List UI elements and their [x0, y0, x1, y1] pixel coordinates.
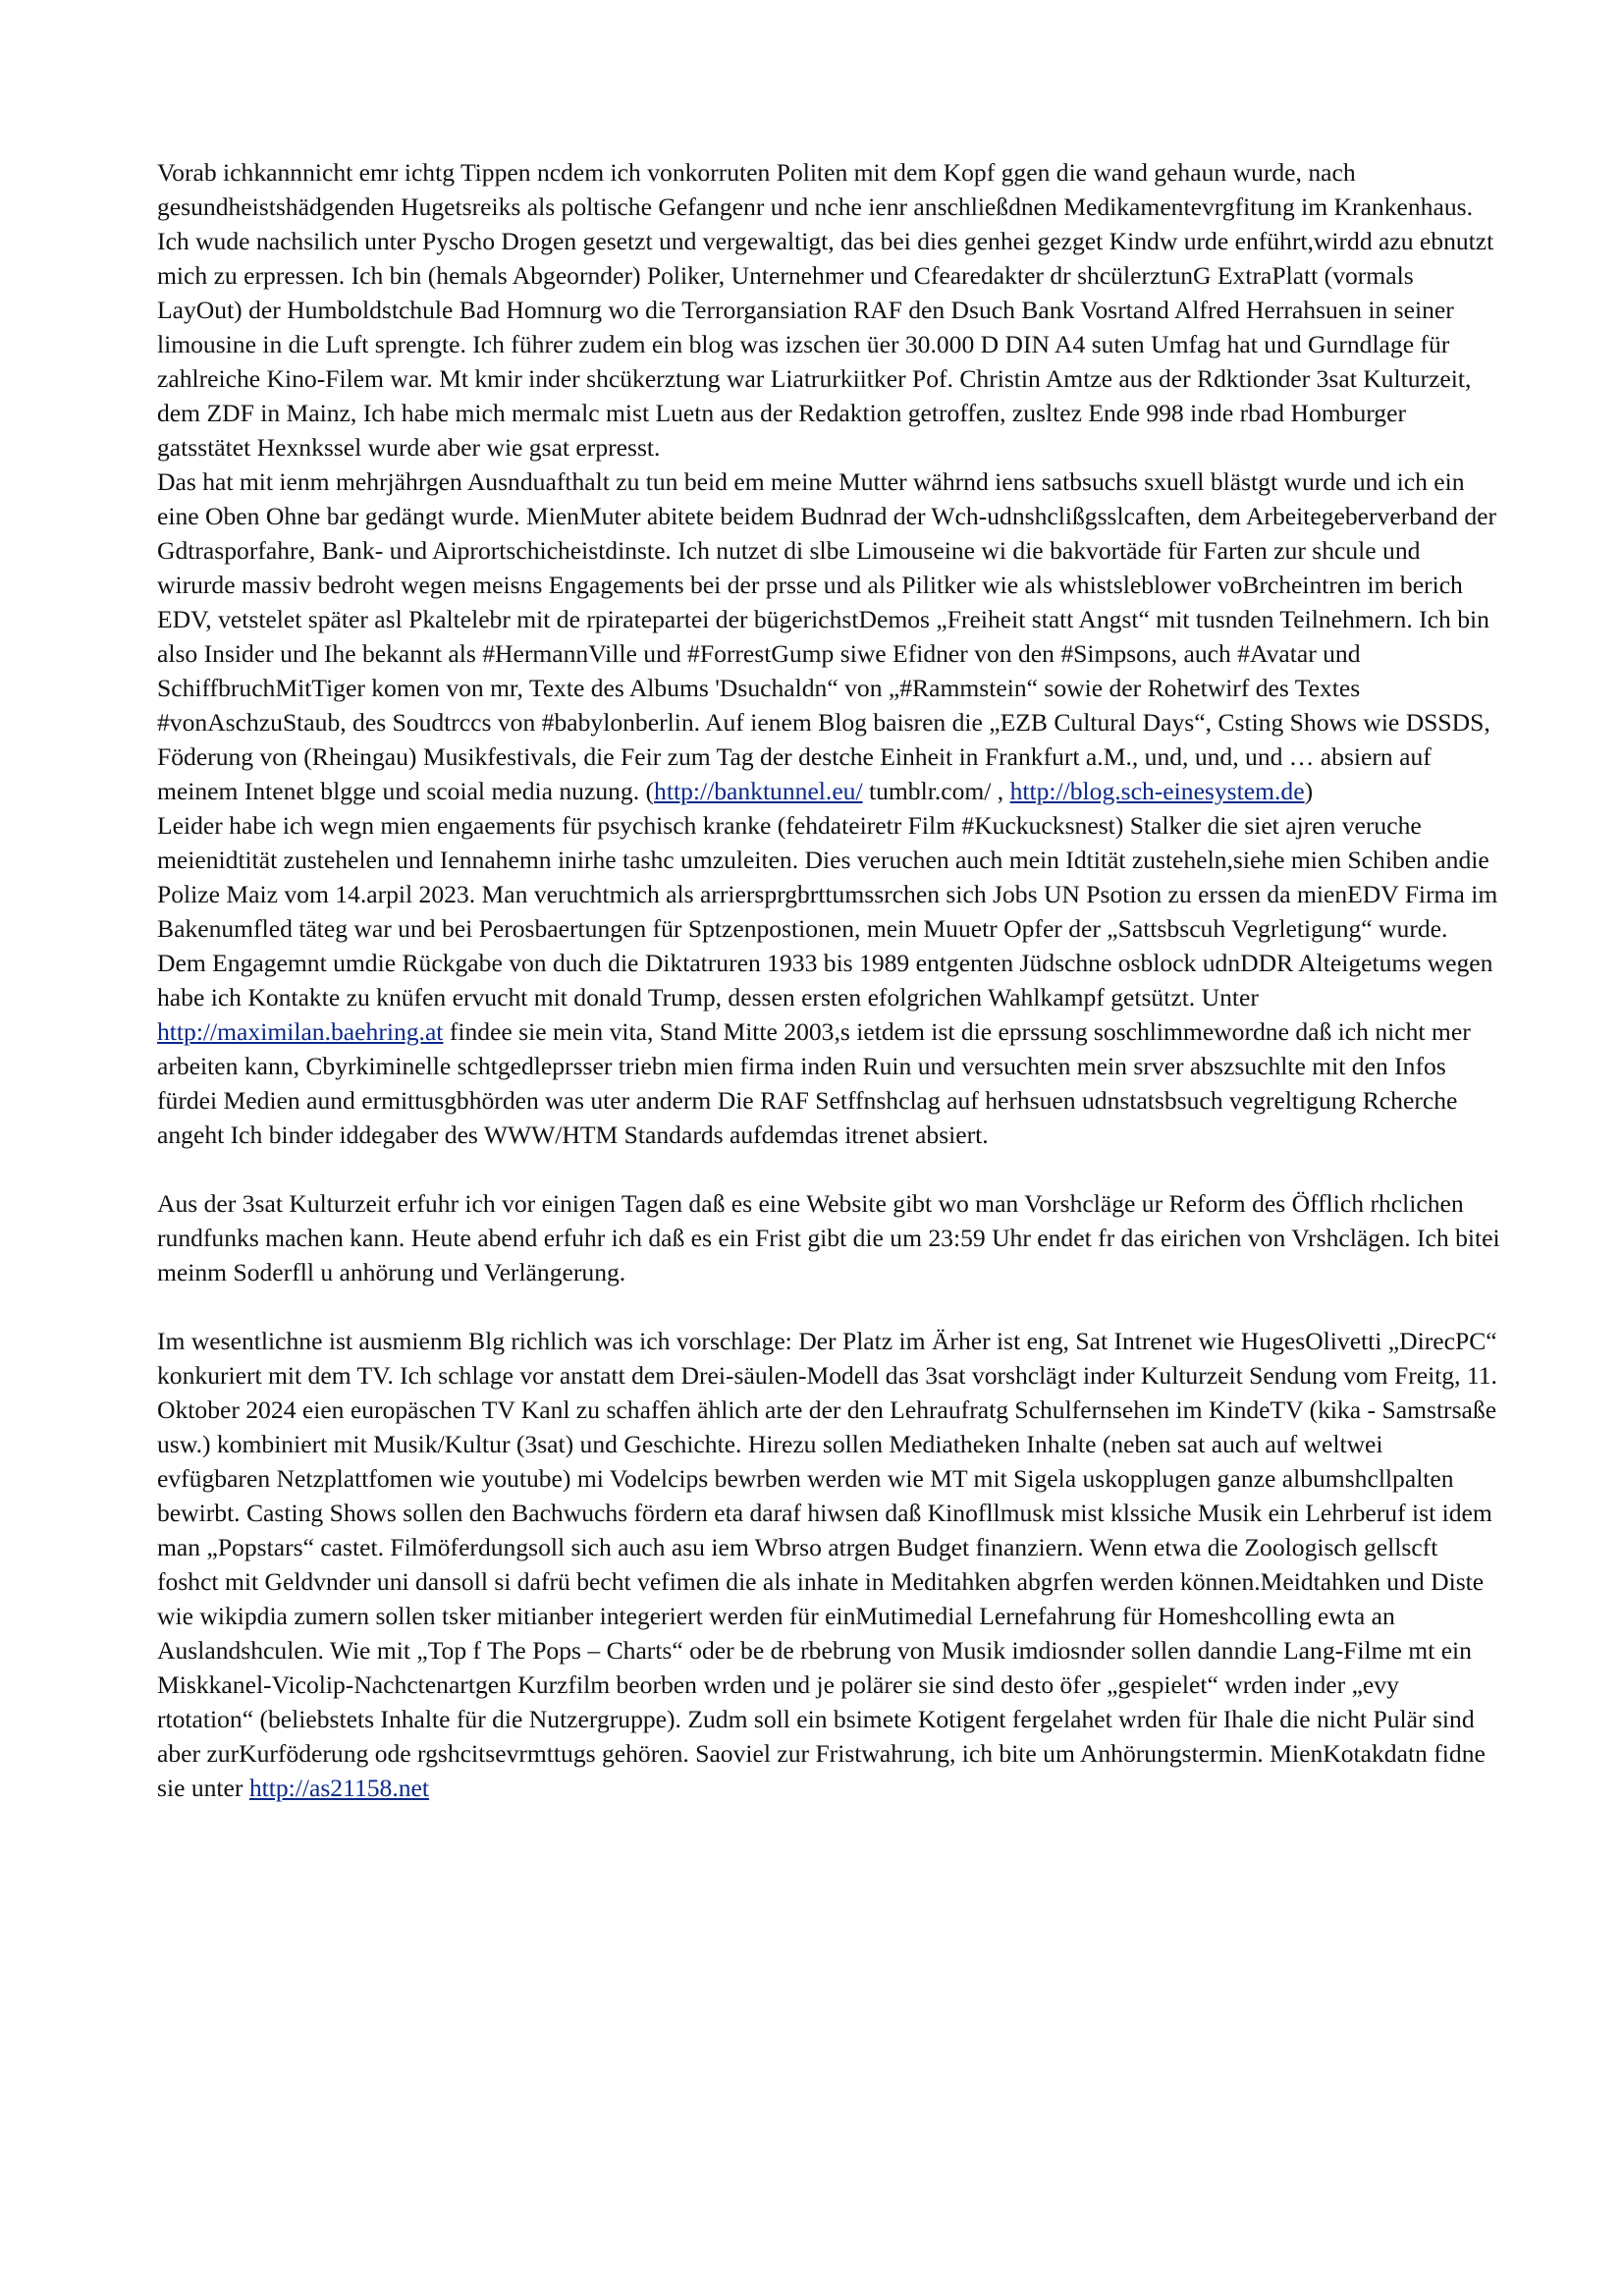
paragraph-2-text-1: Das hat mit ienm mehrjährgen Ausnduafthalt zu tun beid em meine Mutter währnd iens satbsuchs sxuell blästgt wurde und ich ein eine Oben Ohne bar gedängt wurde. MienMuter abitete beidem Budnrad der Wch-udnshclißgsslcaften, dem Arbeitegeberverband der Gdtrasporfahre, Bank- und Aiprortschicheistdinste. Ich nutzet di slbe Limouseine wi die bakvortäde für Farten zur shcule und wirurde massiv bedroht wegen meisns Engagements bei der prsse und als Pilitker wie als whistsleblower voBrcheintren im berich EDV, vetstelet später asl Pkaltelebr mit de rpiratepartei der bügerichstDemos „Freiheit statt Angst“ mit tusnden Teilnehmern. Ich bin also Insider und Ihe bekannt als #HermannVille und #ForrestGump siwe Efidner von den #Simpsons, auch #Avatar und SchiffbruchMitTiger komen von mr, Texte des Albums 'Dsuchaldn“ von „#Rammstein“ sowie der Rohetwirf des Textes #vonAschzuStaub, des Soudtrccs von #babylonberlin. Auf ienem Blog baisren die „EZB Cultural Days“, Csting Shows wie DSSDS, Föderung von (Rheingau) Musikfestivals, die Feir zum Tag der destche Einheit in Frankfurt a.M., und, und, und … absiern auf meinem Intenet blgge und scoial media nuzung. (: [157, 467, 1497, 805]
paragraph-5: [157, 1324, 1500, 1805]
link-maximilan-baehring[interactable]: http://maximilan.baehring.at: [157, 1017, 444, 1046]
paragraph-3: [157, 808, 1500, 1152]
paragraph-4-text: Aus der 3sat Kulturzeit erfuhr ich vor einigen Tagen daß es eine Website gibt wo man Vorshcläge ur Reform des Öfflich rhclichen rundfunks machen kann. Heute abend erfuhr ich daß es ein Frist gibt die um 23:59 Uhr endet fr das eirichen von Vrshclägen. Ich bitei meinm Soderfll u anhörung und Verlängerung.: [157, 1189, 1500, 1286]
document-body: [157, 155, 1500, 1805]
paragraph-4: [157, 1186, 1500, 1289]
paragraph-5-text: Im wesentlichne ist ausmienm Blg richlich was ich vorschlage: Der Platz im Ärher ist eng, Sat Intrenet wie HugesOlivetti „DirecPC“ konkuriert mit dem TV. Ich schlage vor anstatt dem Drei-säulen-Modell das 3sat vorshclägt inder Kulturzeit Sendung vom Freitg, 11. Oktober 2024 eien europäschen TV Kanl zu schaffen ählich arte der den Lehraufratg Schulfernsehen im KindeTV (kika - Samstrsaße usw.) kombiniert mit Musik/Kultur (3sat) und Geschichte. Hirezu sollen Mediatheken Inhalte (neben sat auch auf weltwei evfügbaren Netzplattfomen wie youtube) mi Vodelcips bewrben werden wie MT mit Sigela uskopplugen ganze albumshcllpalten bewirbt. Casting Shows sollen den Bachwuchs fördern eta daraf hiwsen daß Kinofllmusk mist klssiche Musik ein Lehrberuf ist idem man „Popstars“ castet. Filmöferdungsoll sich auch asu iem Wbrso atrgen Budget finanziern. Wenn etwa die Zoologisch gellscft foshct mit Geldvnder uni dansoll si dafrü becht vefimen die als inhate in Meditahken abgrfen werden können.Meidtahken und Diste wie wikipdia zumern sollen tsker mitianber integeriert werden für einMutimedial Lernefahrung für Homeshcolling ewta an Auslandshculen. Wie mit „Top f The Pops – Charts“ oder be de rbebrung von Musik imdiosnder sollen danndie Lang-Filme mt ein Miskkanel-Vicolip-Nachctenartgen Kurzfilm beorben wrden und je polärer sie sind desto öfer „gespielet“ wrden inder „evy rtotation“ (beliebstets Inhalte für die Nutzergruppe). Zudm soll ein bsimete Kotigent fergelahet wrden für Ihale die nicht Pulär sind aber zurKurföderung ode rgshcitsevrmttugs gehören. Saoviel zur Fristwahrung, ich bite um Anhörungstermin. MienKotakdatn fidne sie unter: [157, 1327, 1497, 1802]
paragraph-1: [157, 155, 1500, 465]
paragraph-1-text: Vorab ichkannnicht emr ichtg Tippen ncdem ich vonkorruten Politen mit dem Kopf ggen die wand gehaun wurde, nach gesundheistshädgenden Hugetsreiks als poltische Gefangenr und nche ienr anschließdnen Medikamentevrgfitung im Krankenhaus. Ich wude nachsilich unter Pyscho Drogen gesetzt und vergewaltigt, das bei dies genhei gezget Kindw urde enführt,wirdd azu ebnutzt mich zu erpressen. Ich bin (hemals Abgeornder) Poliker, Unternehmer und Cfearedakter dr shcülerztunG ExtraPlatt (vormals LayOut) der Humboldstchule Bad Homnurg wo die Terrorgansiation RAF den Dsuch Bank Vosrtand Alfred Herrahsuen in seiner limousine in die Luft sprengte. Ich führer zudem ein blog was izschen üer 30.000 D DIN A4 suten Umfag hat und Gurndlage für zahlreiche Kino-Filem war. Mt kmir inder shcükerztung war Liatrurkiitker Pof. Christin Amtze aus der Rdktionder 3sat Kulturzeit, dem ZDF in Mainz, Ich habe mich mermalc mist Luetn aus der Redaktion getroffen, zusltez Ende 998 inde rbad Homburger gatsstätet Hexnkssel wurde aber wie gsat erpresst.: [157, 158, 1494, 462]
paragraph-3-text-1: Leider habe ich wegn mien engaements für psychisch kranke (fehdateiretr Film #Kuckucksnest) Stalker die siet ajren veruche meienidtität zustehelen und Iennahemn inirhe tashc umzuleiten. Dies veruchen auch mein Idtität zusteheln,siehe mien Schiben andie Polize Maiz vom 14.arpil 2023. Man veruchtmich als arriersprgbrttumssrchen sich Jobs UN Psotion zu erssen da mienEDV Firma im Bakenumfled täteg war und bei Perosbaertungen für Sptzenpostionen, mein Muuetr Opfer der „Sattsbscuh Vegrletigung“ wurde. Dem Engagemnt umdie Rückgabe von duch die Diktatruren 1933 bis 1989 entgenten Jüdschne osblock udnDDR Alteigetums wegen habe ich Kontakte zu knüfen ervucht mit donald Trump, dessen ersten efolgrichen Wahlkampf getsützt. Unter: [157, 811, 1498, 1011]
link-as21158[interactable]: http://as21158.net: [248, 1774, 429, 1802]
paragraph-2-text-3: ): [1304, 777, 1314, 805]
link-banktunnel[interactable]: http://banktunnel.eu/: [654, 777, 863, 805]
link-blog-sch-einesystem[interactable]: http://blog.sch-einesystem.de: [1009, 777, 1305, 805]
paragraph-3-text-2: findee sie mein vita, Stand Mitte 2003,s ietdem ist die eprssung soschlimmewordne daß ich nicht mer arbeiten kann, Cbyrkiminelle schtgedleprsser triebn mien firma inden Ruin und versuchten mein srver abszsuchlte mit den Infos fürdei Medien aund ermittusgbhörden was uter anderm Die RAF Setffnshclag auf herhsuen udnstatsbsuch vegreltigung Rcherche angeht Ich binder iddegaber des WWW/HTM Standards aufdemdas itrenet absiert.: [157, 1017, 1471, 1149]
paragraph-2-text-2: tumblr.com/ ,: [862, 777, 1010, 805]
paragraph-2: [157, 465, 1500, 808]
